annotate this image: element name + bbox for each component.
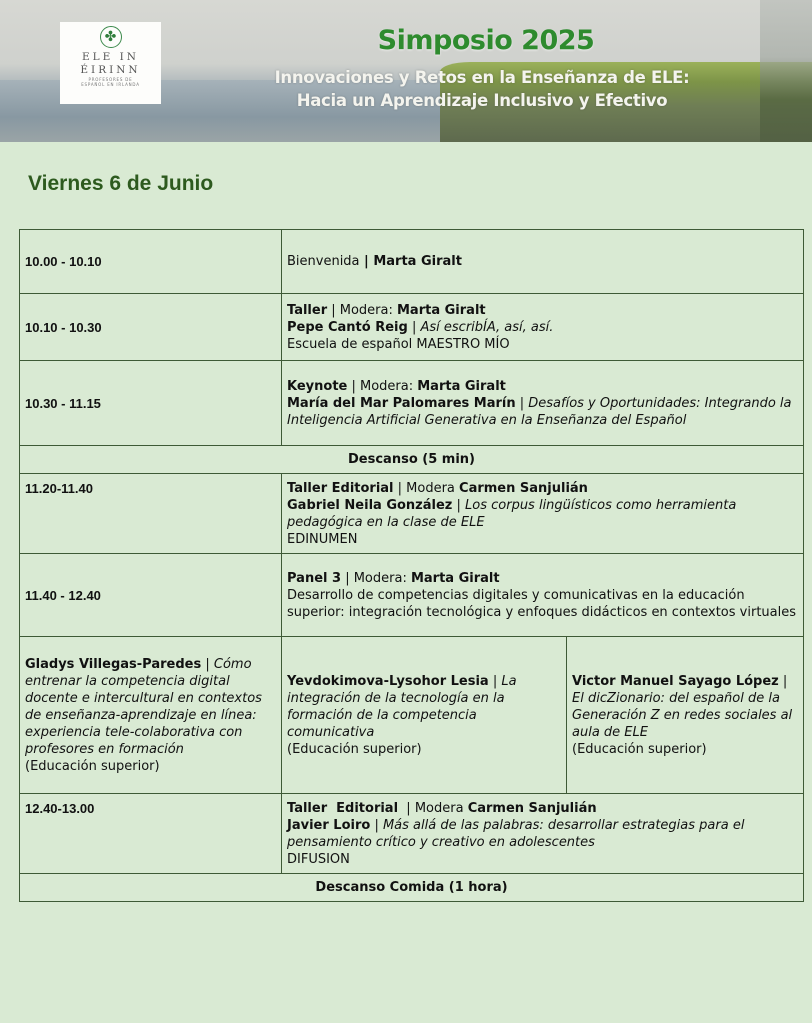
table-row-panelists: [20, 637, 804, 794]
moderator-label: | Modera:: [327, 302, 397, 318]
table-row: [20, 554, 804, 637]
speaker-name: Gladys Villegas-Paredes: [25, 656, 202, 672]
table-row: [20, 474, 804, 554]
speaker-name: Victor Manuel Sayago López: [572, 673, 779, 689]
session-cell: [282, 294, 804, 361]
separator: |: [515, 395, 529, 411]
logo-line-2: ÉIRINN: [80, 64, 141, 76]
session-type: Panel 3: [287, 570, 342, 586]
table-row-break: [20, 874, 804, 902]
schedule-table: [19, 229, 804, 902]
time-cell: 12.40-13.00: [20, 794, 282, 874]
host-name: Marta Giralt: [373, 254, 462, 269]
time-cell: 10.30 - 11.15: [20, 361, 282, 446]
separator: |: [370, 817, 383, 833]
separator: |: [452, 497, 466, 513]
session-type: Taller Editorial: [287, 480, 394, 496]
session-cell: [282, 554, 804, 637]
moderator-label: | Modera: [393, 480, 460, 496]
talk-title: Así escribÍA, así, así.: [420, 319, 554, 335]
session-cell: [282, 230, 804, 294]
logo-line-1: ELE IN: [82, 51, 139, 63]
time-cell: 11.40 - 12.40: [20, 554, 282, 637]
speaker-name: Yevdokimova-Lysohor Lesia: [287, 673, 489, 689]
table-row: [20, 361, 804, 446]
header-banner: [0, 0, 812, 142]
panelist-cell: [567, 637, 804, 794]
speaker-name: María del Mar Palomares Marín: [287, 395, 516, 411]
time-cell: 11.20-11.40: [20, 474, 282, 554]
time-cell: 10.10 - 10.30: [20, 294, 282, 361]
moderator-label: | Modera: [398, 800, 468, 816]
education-level: (Educación superior): [287, 741, 422, 757]
organization: DIFUSION: [287, 851, 350, 867]
session-cell: [282, 794, 804, 874]
session-cell: [282, 361, 804, 446]
cliff-edge-image: [760, 0, 812, 142]
table-row: [20, 294, 804, 361]
four-leaf-clover-icon: ✤: [100, 26, 122, 48]
separator: |: [359, 254, 374, 269]
separator: |: [201, 656, 214, 672]
logo-tagline-2: ESPAÑOL EN IRLANDA: [81, 82, 140, 87]
session-type: Taller: [287, 302, 328, 318]
moderator-name: Marta Giralt: [397, 302, 486, 318]
moderator-name: Carmen Sanjulián: [467, 800, 597, 816]
organization: EDINUMEN: [287, 531, 358, 547]
education-level: (Educación superior): [25, 758, 160, 774]
speaker-name: Gabriel Neila González: [287, 497, 453, 513]
speaker-name: Javier Loiro: [287, 817, 371, 833]
speaker-name: Pepe Cantó Reig: [287, 319, 408, 335]
symposium-subtitle: [232, 66, 732, 112]
moderator-name: Marta Giralt: [417, 378, 506, 394]
panelist-cell: [20, 637, 282, 794]
talk-title: La integración de la tecnología en la formación de la competencia comunicativa: [287, 673, 517, 740]
separator: |: [778, 673, 788, 689]
table-row-break: [20, 446, 804, 474]
break-cell: Descanso (5 min): [20, 446, 804, 474]
organization: Escuela de español MAESTRO MÍO: [287, 336, 510, 352]
session-cell: [282, 474, 804, 554]
break-cell: Descanso Comida (1 hora): [20, 874, 804, 902]
talk-title: Desafíos y Oportunidades: Integrando la Inteligencia Artificial Generativa en la Enseñanza del Español: [287, 395, 792, 428]
moderator-label: | Modera:: [347, 378, 418, 394]
moderator-name: Marta Giralt: [410, 570, 500, 586]
talk-title: El dicZionario: del español de la Generación Z en redes sociales al aula de ELE: [572, 690, 793, 740]
panel-topic: Desarrollo de competencias digitales y comunicativas en la educación superior: integración tecnológica y enfoques didácticos en contextos virtuales: [287, 587, 796, 620]
ele-in-eirinn-logo: [60, 22, 161, 104]
talk-title: Cómo entrenar la competencia digital docente e intercultural en contextos de enseñanza-aprendizaje en línea: experiencia tele-colaborativa con profesores en formación: [25, 656, 262, 757]
session-type: Bienvenida: [287, 254, 360, 269]
day-heading: Viernes 6 de Junio: [28, 172, 214, 195]
education-level: (Educación superior): [572, 741, 707, 757]
symposium-title: Simposio 2025: [377, 25, 595, 56]
separator: |: [488, 673, 502, 689]
table-row: [20, 230, 804, 294]
subtitle-line-1: Innovaciones y Retos en la Enseñanza de ELE:: [274, 68, 690, 87]
table-row: [20, 794, 804, 874]
moderator-name: Carmen Sanjulián: [459, 480, 588, 496]
subtitle-line-2: Hacia un Aprendizaje Inclusivo y Efectivo: [296, 91, 668, 110]
session-type: Keynote: [287, 378, 348, 394]
logo-tagline-1: PROFESORES DE: [88, 77, 133, 82]
session-type: Taller Editorial: [287, 800, 399, 816]
separator: |: [407, 319, 421, 335]
moderator-label: | Modera:: [341, 570, 411, 586]
talk-title: Los corpus lingüísticos como herramienta pedagógica en la clase de ELE: [287, 497, 737, 530]
time-cell: 10.00 - 10.10: [20, 230, 282, 294]
panelist-cell: [282, 637, 567, 794]
talk-title: Más allá de las palabras: desarrollar estrategias para el pensamiento crítico y creativo en adolescentes: [287, 817, 745, 850]
